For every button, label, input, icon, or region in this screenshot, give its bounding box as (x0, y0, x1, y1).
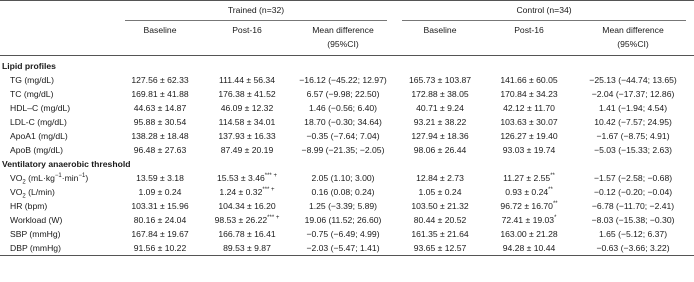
row-label: ApoB (mg/dL) (10, 145, 64, 155)
trained-diff-cell: 2.05 (1.10; 3.00) (311, 173, 375, 183)
trained-baseline-cell: 91.56 ± 10.22 (133, 243, 187, 253)
trained-baseline-cell: 169.81 ± 41.88 (131, 89, 189, 99)
row-label: HDL–C (mg/dL) (10, 103, 71, 113)
control-post-cell: 0.93 ± 0.24** (505, 187, 553, 197)
group-header-control: Control (n=34) (394, 1, 694, 24)
column-header-row (0, 23, 694, 56)
control-post-cell: 96.72 ± 16.70** (500, 201, 558, 211)
col-trained-baseline: Baseline (143, 25, 177, 35)
control-diff-cell: −0.63 (−3.66; 3.22) (596, 243, 670, 253)
trained-diff-cell: 1.46 (−0.56; 6.40) (308, 103, 378, 113)
control-diff-cell: −2.04 (−17.37; 12.86) (591, 89, 675, 99)
control-post-cell: 42.12 ± 11.70 (503, 103, 555, 113)
row-label: TG (mg/dL) (10, 75, 54, 85)
control-post-cell: 11.27 ± 2.55** (503, 173, 555, 183)
control-diff-cell: −0.12 (−0.20; −0.04) (593, 187, 673, 197)
trained-baseline-cell: 1.09 ± 0.24 (138, 187, 182, 197)
trained-baseline-cell: 44.63 ± 14.87 (133, 103, 187, 113)
control-diff-cell: −1.57 (−2.58; −0.68) (593, 173, 673, 183)
trained-post-cell: 176.38 ± 41.52 (218, 89, 276, 99)
section-title: Lipid profiles (2, 61, 56, 71)
trained-baseline-cell: 13.59 ± 3.18 (136, 173, 184, 183)
row-label: HR (bpm) (10, 201, 48, 211)
trained-baseline-cell: 103.31 ± 15.96 (131, 201, 189, 211)
control-post-cell: 170.84 ± 34.23 (500, 89, 558, 99)
trained-post-cell: 166.78 ± 16.41 (218, 229, 276, 239)
control-baseline-cell: 172.88 ± 38.05 (411, 89, 469, 99)
control-diff-cell: 1.65 (−5.12; 6.37) (598, 229, 668, 239)
trained-diff-cell: 6.57 (−9.98; 22.50) (306, 89, 380, 99)
section-row (0, 157, 694, 171)
table-row (0, 227, 694, 241)
col-control-baseline: Baseline (423, 25, 457, 35)
trained-post-cell: 114.58 ± 34.01 (218, 117, 276, 127)
control-post-cell: 103.63 ± 30.07 (500, 117, 558, 127)
control-baseline-cell: 80.44 ± 20.52 (413, 215, 467, 225)
trained-diff-cell: −2.03 (−5.47; 1.41) (306, 243, 380, 253)
trained-baseline-cell: 127.56 ± 62.33 (131, 75, 189, 85)
trained-baseline-cell: 95.88 ± 30.54 (133, 117, 187, 127)
control-diff-cell: 1.41 (−1.94; 4.54) (598, 103, 668, 113)
trained-post-cell: 87.49 ± 20.19 (220, 145, 274, 155)
row-label: $VO_2$ (L/min) (10, 187, 55, 200)
trained-post-cell: 111.44 ± 56.34 (218, 75, 275, 85)
trained-post-cell: 15.53 ± 3.46*** + (217, 173, 277, 183)
control-diff-cell: −5.03 (−15.33; 2.63) (594, 145, 672, 155)
trained-post-cell: 46.09 ± 12.32 (220, 103, 274, 113)
row-label: Workload (W) (10, 215, 63, 225)
col-trained-post: Post-16 (232, 25, 262, 35)
section-row (0, 56, 694, 74)
control-diff-cell: −1.67 (−8.75; 4.91) (596, 131, 670, 141)
control-diff-cell: −25.13 (−44.74; 13.65) (589, 75, 677, 85)
control-post-cell: 93.03 ± 19.74 (502, 145, 556, 155)
trained-baseline-cell: 138.28 ± 18.48 (131, 131, 189, 141)
row-label: SBP (mmHg) (10, 229, 61, 239)
table-body (0, 56, 694, 256)
table-row (0, 171, 694, 185)
trained-post-cell: 104.34 ± 16.20 (218, 201, 276, 211)
control-post-cell: 94.28 ± 10.44 (502, 243, 556, 253)
control-diff-cell: −6.78 (−11.70; −2.41) (591, 201, 675, 211)
control-baseline-cell: 103.50 ± 21.32 (411, 201, 469, 211)
control-baseline-cell: 40.71 ± 9.24 (416, 103, 464, 113)
control-baseline-cell: 12.84 ± 2.73 (416, 173, 464, 183)
table-row (0, 87, 694, 101)
table-row (0, 143, 694, 157)
trained-diff-cell: −0.75 (−6.49; 4.99) (306, 229, 380, 239)
trained-diff-cell: −0.35 (−7.64; 7.04) (306, 131, 380, 141)
trained-diff-cell: 1.25 (−3.39; 5.89) (308, 201, 378, 211)
trained-diff-cell: −8.99 (−21.35; −2.05) (301, 145, 385, 155)
trained-diff-cell: −16.12 (−45.22; 12.97) (299, 75, 387, 85)
trained-baseline-cell: 96.48 ± 27.63 (133, 145, 187, 155)
table-row (0, 185, 694, 199)
control-post-cell: 126.27 ± 19.40 (500, 131, 558, 141)
table-row (0, 115, 694, 129)
col-trained-diff: Mean difference (95%CI) (312, 25, 374, 49)
row-label: TC (mg/dL) (10, 89, 54, 99)
trained-post-cell: 98.53 ± 26.22*** + (214, 215, 280, 225)
group-header-row (0, 1, 694, 24)
table-row (0, 241, 694, 256)
control-baseline-cell: 161.35 ± 21.64 (411, 229, 469, 239)
control-post-cell: 163.00 ± 21.28 (500, 229, 558, 239)
table-row (0, 213, 694, 227)
control-baseline-cell: 1.05 ± 0.24 (418, 187, 462, 197)
trained-diff-cell: 19.06 (11.52; 26.60) (304, 215, 382, 225)
row-label: DBP (mmHg) (10, 243, 61, 253)
table-row (0, 199, 694, 213)
control-diff-cell: −8.03 (−15.38; −0.30) (591, 215, 675, 225)
control-post-cell: 72.41 ± 19.03* (501, 215, 557, 225)
table-row (0, 101, 694, 115)
section-title: Ventilatory anaerobic threshold (2, 159, 131, 169)
trained-baseline-cell: 167.84 ± 19.67 (131, 229, 189, 239)
col-control-diff: Mean difference (95%CI) (602, 25, 664, 49)
row-label: ApoA1 (mg/dL) (10, 131, 68, 141)
control-diff-cell: 10.42 (−7.57; 24.95) (594, 117, 672, 127)
trained-post-cell: 137.93 ± 16.33 (218, 131, 276, 141)
control-baseline-cell: 98.06 ± 26.44 (413, 145, 467, 155)
group-header-trained: Trained (n=32) (118, 1, 394, 24)
table-row (0, 129, 694, 143)
trained-post-cell: 1.24 ± 0.32*** + (219, 187, 275, 197)
control-baseline-cell: 165.73 ± 103.87 (408, 75, 472, 85)
row-label: $VO_2$ $(mL\cdot kg^{-1}\cdot\min^{-1})$ (10, 173, 89, 186)
control-post-cell: 141.66 ± 60.05 (500, 75, 558, 85)
table-row (0, 73, 694, 87)
col-control-post: Post-16 (514, 25, 544, 35)
control-baseline-cell: 93.21 ± 38.22 (413, 117, 467, 127)
trained-post-cell: 89.53 ± 9.87 (223, 243, 271, 253)
trained-baseline-cell: 80.16 ± 24.04 (133, 215, 187, 225)
control-baseline-cell: 93.65 ± 12.57 (413, 243, 467, 253)
row-label: LDL-C (mg/dL) (10, 117, 67, 127)
trained-diff-cell: 18.70 (−0.30; 34.64) (304, 117, 382, 127)
trained-diff-cell: 0.16 (0.08; 0.24) (311, 187, 375, 197)
control-baseline-cell: 127.94 ± 18.36 (411, 131, 469, 141)
